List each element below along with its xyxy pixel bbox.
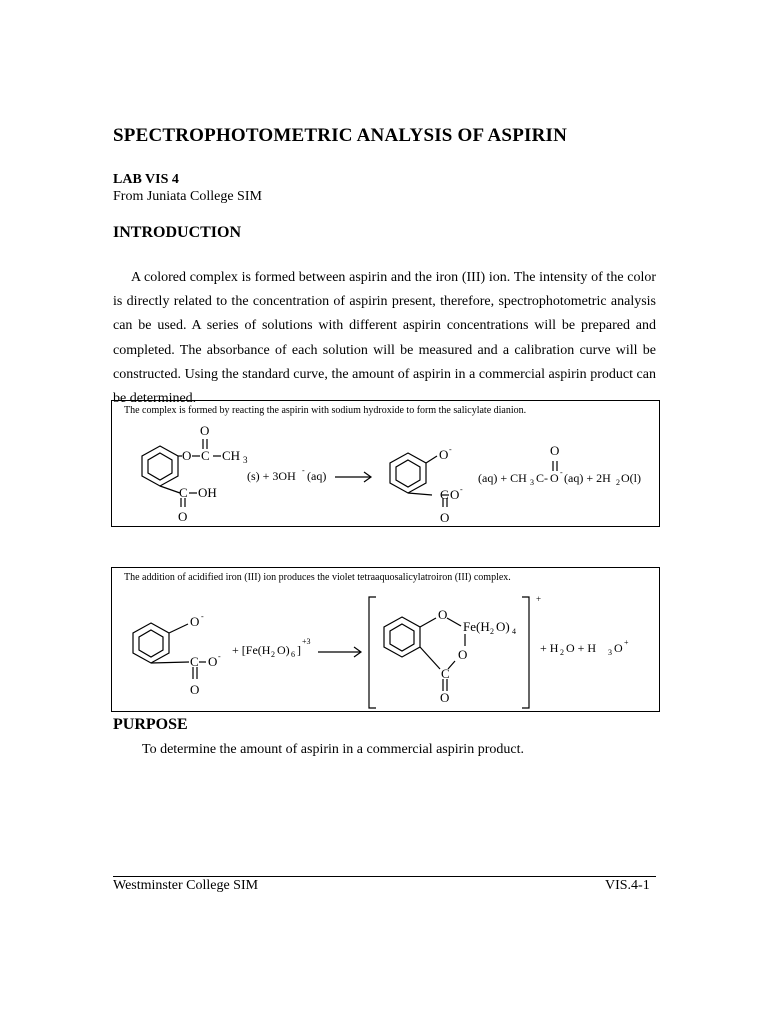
svg-text:O: O	[438, 607, 448, 622]
footer-left: Westminster College SIM	[113, 878, 259, 893]
svg-text:CH: CH	[222, 448, 241, 463]
svg-text:3: 3	[243, 455, 248, 465]
svg-text:Fe(H: Fe(H	[463, 619, 490, 634]
purpose-text: To determine the amount of aspirin in a commercial aspirin product.	[142, 742, 524, 757]
svg-text:O: O	[178, 509, 188, 524]
svg-text:O: O	[208, 654, 218, 669]
svg-text:+ [Fe(H: + [Fe(H	[232, 643, 271, 657]
svg-text:O: O	[450, 487, 460, 502]
footer-divider	[113, 876, 656, 877]
svg-text:2: 2	[616, 478, 620, 487]
svg-text:-: -	[218, 652, 221, 661]
svg-text:-: -	[560, 468, 563, 477]
svg-text:O(l): O(l)	[621, 471, 641, 485]
iron-complex-structure	[384, 617, 468, 691]
svg-text:3: 3	[608, 648, 612, 657]
reaction-1-box	[111, 400, 660, 527]
footer-page: VIS.4-1	[605, 878, 650, 893]
reaction-1-caption: The complex is formed by reacting the aspirin with sodium hydroxide to form the salicylate dianion.	[124, 405, 527, 416]
purpose-heading: PURPOSE	[113, 716, 188, 733]
svg-text:C-: C-	[536, 471, 548, 485]
svg-text:(aq) + CH: (aq) + CH	[478, 471, 527, 485]
svg-text:(aq): (aq)	[307, 469, 327, 483]
svg-text:O: O	[440, 690, 450, 705]
document-title: SPECTROPHOTOMETRIC ANALYSIS OF ASPIRIN	[113, 125, 568, 146]
svg-text:O: O	[190, 614, 200, 629]
svg-text:]: ]	[297, 643, 301, 657]
svg-text:O: O	[440, 510, 450, 525]
svg-text:OH: OH	[198, 485, 217, 500]
svg-text:O: O	[182, 448, 192, 463]
svg-text:+: +	[536, 594, 542, 604]
introduction-heading: INTRODUCTION	[113, 224, 242, 241]
svg-text:3: 3	[530, 478, 534, 487]
svg-text:O: O	[439, 447, 449, 462]
svg-text:C: C	[201, 448, 210, 463]
svg-text:(aq) + 2H: (aq) + 2H	[564, 471, 611, 485]
hydroxide-charge: -	[302, 466, 305, 475]
svg-text:O: O	[190, 682, 200, 697]
svg-text:C: C	[441, 666, 450, 681]
svg-text:6: 6	[291, 650, 295, 659]
svg-text:-: -	[201, 612, 204, 621]
svg-text:O: O	[200, 423, 210, 438]
svg-text:O: O	[458, 647, 468, 662]
svg-text:-: -	[460, 485, 463, 494]
svg-text:+ H: + H	[540, 641, 559, 655]
svg-text:-: -	[449, 445, 452, 454]
svg-text:O + H: O + H	[566, 641, 597, 655]
reaction-2-box	[111, 567, 660, 712]
svg-text:2: 2	[271, 650, 275, 659]
svg-text:2: 2	[560, 648, 564, 657]
svg-text:C: C	[190, 654, 199, 669]
reaction-2-caption: The addition of acidified iron (III) ion produces the violet tetraaquosalicylatroiron (III) complex.	[124, 572, 511, 583]
svg-text:C: C	[179, 485, 188, 500]
svg-text:+: +	[624, 638, 629, 647]
lab-number: LAB VIS 4	[113, 172, 179, 187]
svg-text:(s) + 3OH: (s) + 3OH	[247, 469, 296, 483]
svg-text:O): O)	[277, 643, 290, 657]
svg-text:+3: +3	[302, 637, 311, 646]
svg-text:O: O	[550, 471, 559, 485]
svg-text:C: C	[440, 487, 449, 502]
svg-text:2: 2	[490, 627, 494, 636]
introduction-paragraph: A colored complex is formed between aspirin and the iron (III) ion. The intensity of the color is directly related to the concentration of aspirin present, therefore, spectrophotometric analysis can be used. A series of solutions with different aspirin concentrations will be prepared and completed. The absorbance of each solution will be measured and a calibration curve will be constructed. Using the standard curve, the amount of aspirin in a commercial aspirin product can be determined.	[113, 270, 656, 407]
svg-text:O: O	[614, 641, 623, 655]
salicylate-structure	[133, 623, 206, 679]
reaction-1-diagram	[112, 401, 659, 526]
svg-text:O: O	[550, 443, 560, 458]
svg-text:4: 4	[512, 627, 516, 636]
source-line: From Juniata College SIM	[113, 189, 262, 204]
reaction-2-diagram	[112, 568, 659, 711]
svg-text:O): O)	[496, 619, 510, 634]
